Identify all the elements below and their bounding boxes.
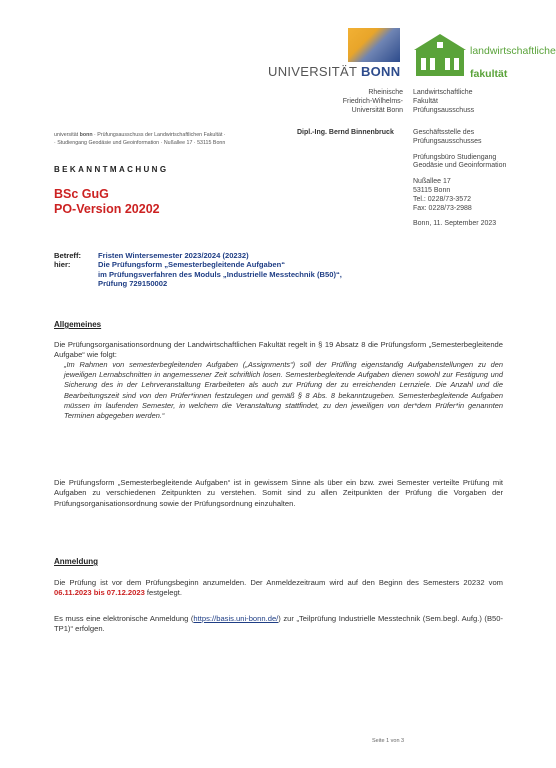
faculty-logo-text: landwirtschaftliche [470, 45, 556, 57]
general-intro: Die Prüfungsorganisationsordnung der Landwirtschaftlichen Fakultät regelt in § 19 Absatz 8 die Prüfungsform „Semesterbegleitende Aufgabe“ wie folgt: [54, 340, 503, 360]
po-version-title: PO-Version 20202 [54, 202, 160, 216]
program-title: BSc GuG [54, 187, 109, 201]
faculty-logo-text-bold: fakultät [470, 68, 508, 80]
signer-name: Dipl.-Ing. Bernd Binnenbruck [297, 129, 394, 136]
registration-end-date: 07.12.2023 [106, 588, 145, 598]
document-date: Bonn, 11. September 2023 [413, 220, 497, 228]
registration-instructions: Es muss eine elektronische Anmeldung (https://basis.uni-bonn.de/) zur „Teilprüfung Industrielle Messtechnik (Sem.begl. Aufg.) (B50-TP1)“ erfolgen. [54, 614, 503, 634]
faculty-building-icon [412, 28, 468, 78]
section-title-registration: Anmeldung [54, 557, 98, 566]
faculty-logo [412, 28, 556, 80]
address-university: Rheinische Friedrich-Wilhelms- Universität Bonn [342, 89, 403, 114]
basis-portal-link[interactable]: https://basis.uni-bonn.de/ [193, 614, 279, 623]
document-type: BEKANNTMACHUNG [54, 165, 169, 174]
subject-block: Betreff: Fristen Wintersemester 2023/2024 (20232) hier: Die Prüfungsform „Semesterbegleitende Aufgaben“ im Prüfungsverfahren des Moduls „Industrielle Messtechnik (B50)“, Prüfung 729150002 [54, 251, 342, 289]
section-title-general: Allgemeines [54, 320, 102, 329]
page-number: Seite 1 von 3 [372, 738, 405, 744]
general-explanation: Die Prüfungsform „Semesterbegleitende Aufgaben“ ist in gewissem Sinne als über ein bzw. zwei Semester verteilte Prüfung mit Aufgaben zu verschiedenen Zeitpunkten zu verstehen. Somit sind zu allen Zeitpunkten der Prüfung die Vorgaben der Prüfungsorganisationsordnung sowie der Prüfungsordnung einzuhalten. [54, 478, 503, 508]
sender-line: universität bonn · Prüfungsausschuss der Landwirtschaftlichen Fakultät · · Studiengang Geodäsie und Geoinformation · Nußallee 17 · 53115 Bonn [54, 132, 226, 146]
regulation-quote: „Im Rahmen von semesterbegleitenden Aufgaben („Assignments“) soll der Prüfling eigenstandig Aufgabenstellungen zu den jeweiligen Lernabschnitten in angemessener Zeit schriftlich losen. Semesterbegleitende Aufgaben dienen sowohl zur Festigung und Sicherung des in der Lehrveranstaltung Erarbeiteten als auch zur Prüfung der zu erreichenden Lernziele. Die Anzahl und die Bearbeitungszeit sind von den Prüfer*innen festzulegen und gemäß § 8 Abs. 8 bekanntzugeben. Semesterbegleitende Aufgaben müssen im laufenden Semester, in welchem die Veranstaltung stattfindet, zu den jeweiligen von der*dem Prüfer*in genannten Terminen abgegeben werden.“ [64, 360, 503, 421]
address-faculty: Landwirtschaftliche Fakultät Prüfungsausschuss [413, 89, 475, 114]
registration-period: Die Prüfung ist vor dem Prüfungsbeginn anzumelden. Der Anmeldezeitraum wird auf den Beginn des Semesters 20232 vom 06.11.2023 bis 07.12.2023 festgelegt. [54, 578, 503, 598]
university-logo [268, 28, 404, 79]
contact-block: Geschäftsstelle des Prüfungsausschusses Prüfungsbüro Studiengang Geodäsie und Geoinformation Nußallee 17 53115 Bonn Tel.: 0228/73-3572 Fax: 0228/73-2988 Bonn, 11. September 2023 [413, 129, 538, 229]
registration-start-date: 06.11.2023 [54, 588, 92, 598]
university-wordmark: UNIVERSITÄT BONN [268, 64, 401, 79]
university-logo-mark [348, 28, 400, 62]
